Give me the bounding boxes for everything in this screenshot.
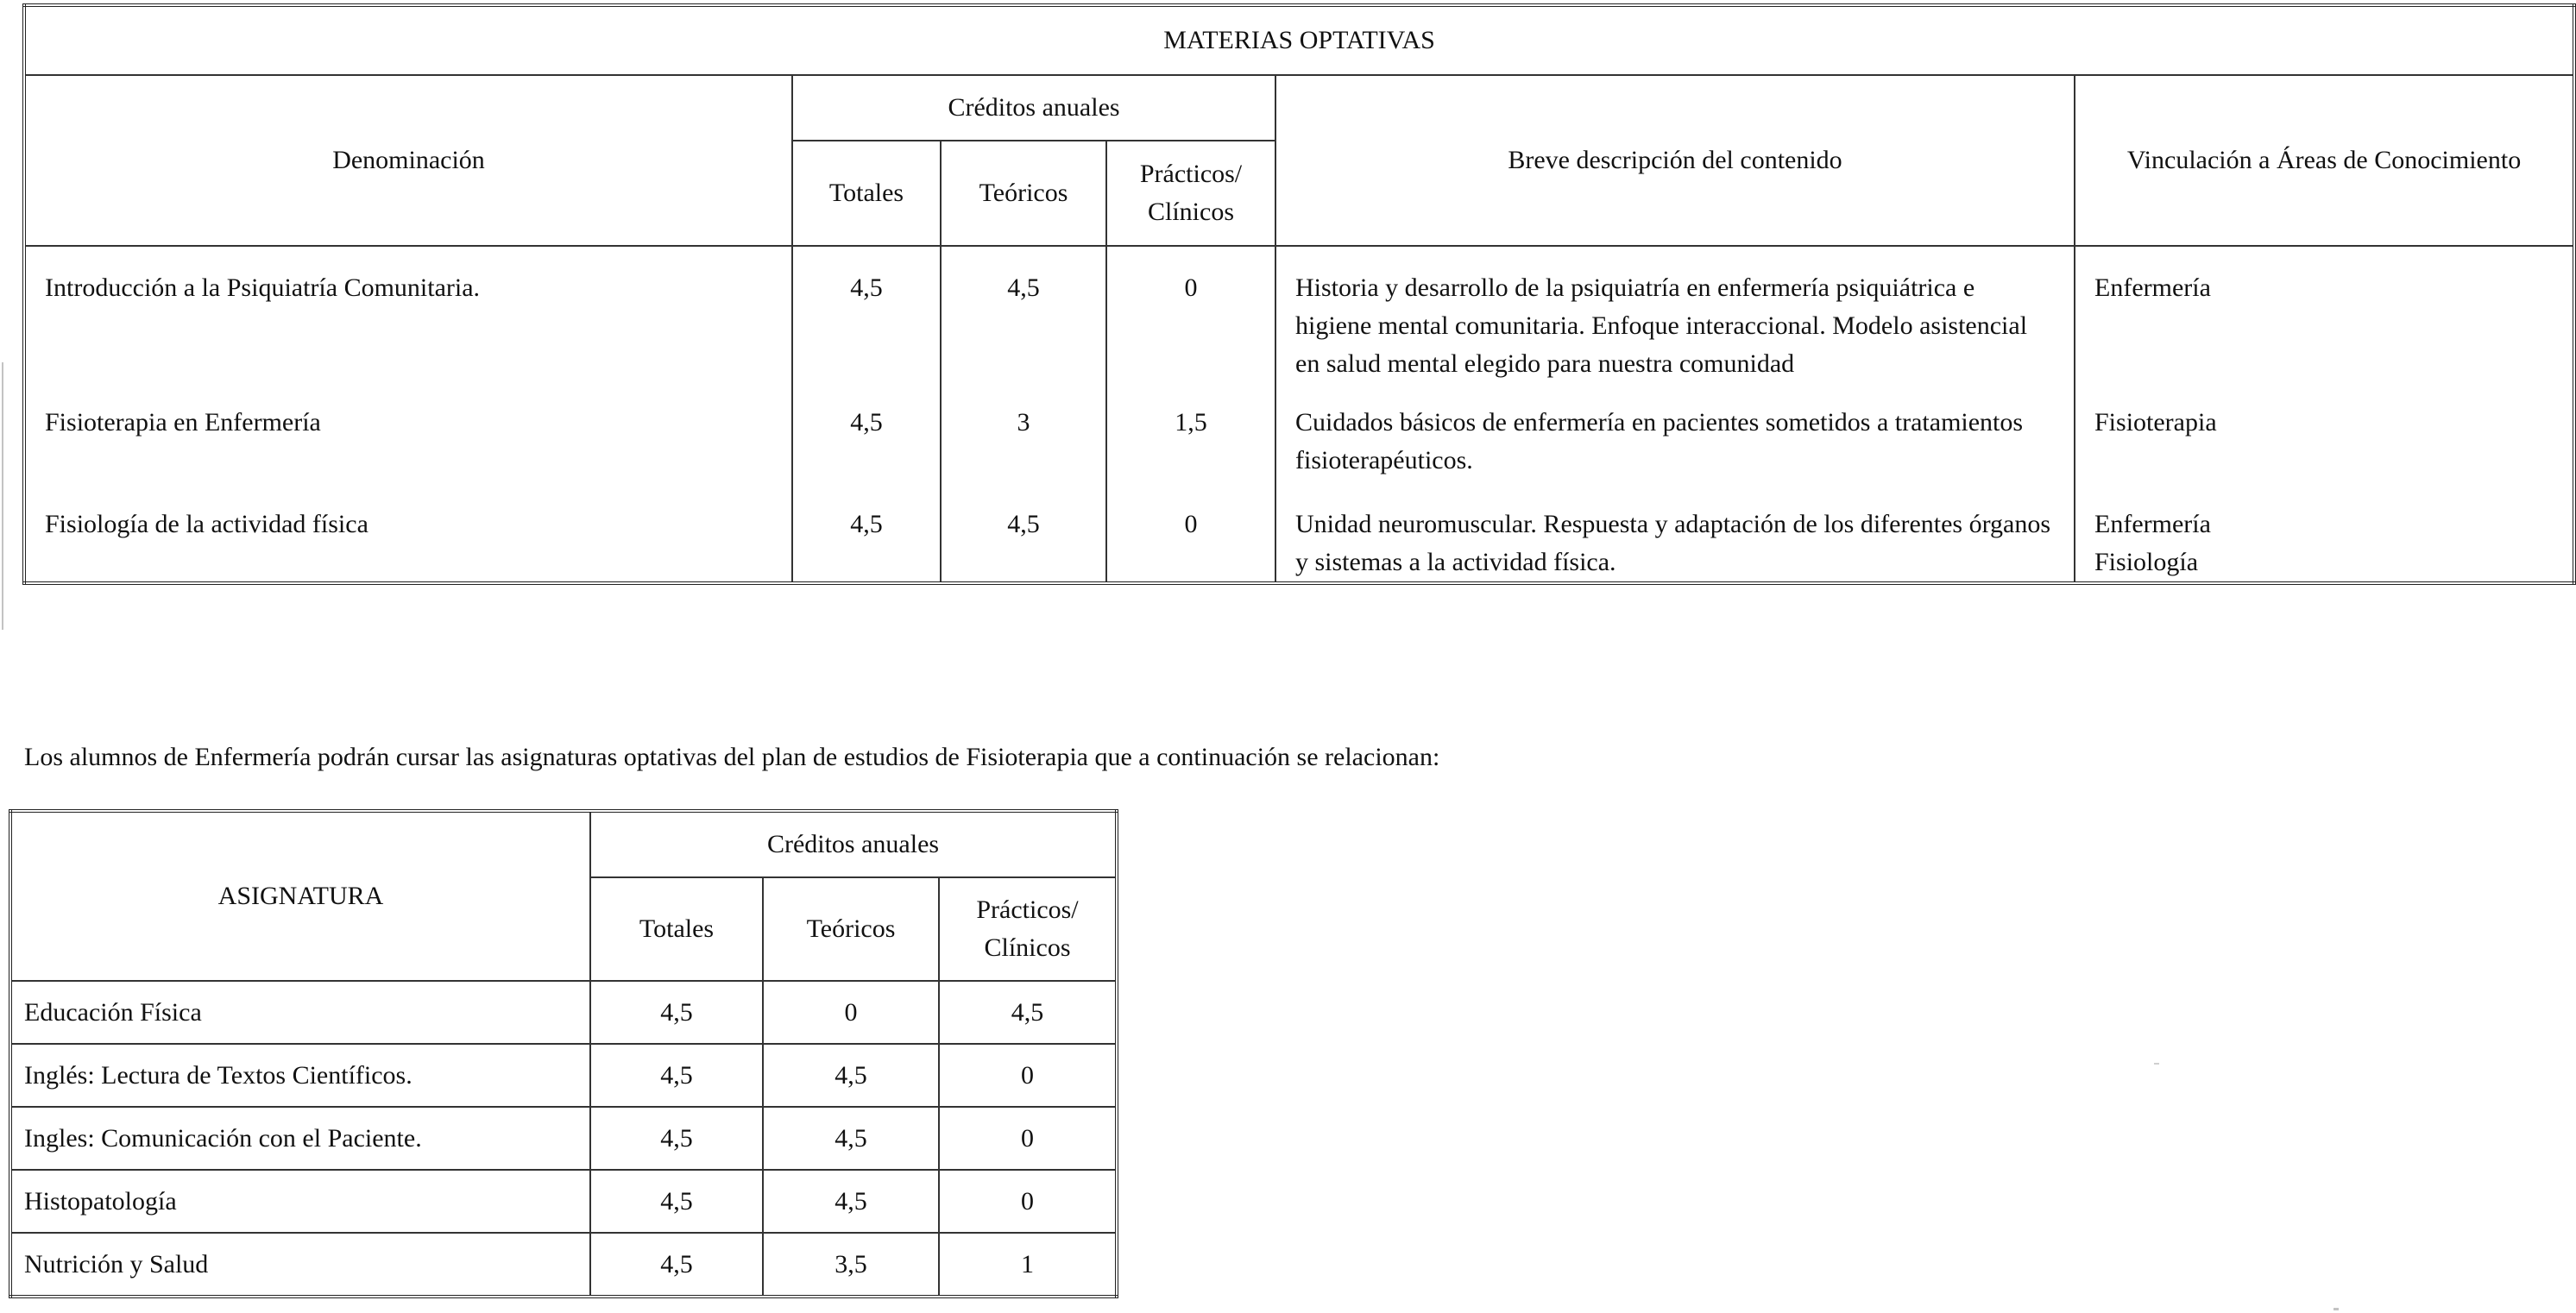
table-row xyxy=(10,1107,1117,1170)
credits-totales: 4,5 xyxy=(590,1107,763,1170)
knowledge-area-1: Enfermería xyxy=(2094,510,2211,538)
header-creditos-anuales: Créditos anuales xyxy=(792,75,1275,141)
credits-totales: 4,5 xyxy=(590,1170,763,1233)
credits-totales: 4,5 xyxy=(792,383,941,485)
subject-name: Fisioterapia en Enfermería xyxy=(24,383,792,485)
header-vinculacion: Vinculación a Áreas de Conocimiento xyxy=(2075,75,2574,246)
credits-totales: 4,5 xyxy=(590,1233,763,1297)
credits-teoricos: 0 xyxy=(763,981,939,1044)
credits-teoricos: 4,5 xyxy=(941,246,1106,383)
subject-name: Nutrición y Salud xyxy=(10,1233,590,1297)
scan-mark xyxy=(2154,1063,2159,1065)
credits-teoricos: 4,5 xyxy=(763,1170,939,1233)
scan-mark xyxy=(2,362,3,630)
credits-totales: 4,5 xyxy=(590,1044,763,1107)
table-row xyxy=(10,1233,1117,1297)
optional-subjects-table xyxy=(22,3,2576,585)
subject-description: Historia y desarrollo de la psiquiatría en enfermería psiquiátrica e higiene mental comunitaria. Enfoque interaccional. Modelo asistencial en salud mental elegido para nuestra comunidad xyxy=(1275,246,2075,383)
table-row xyxy=(10,1044,1117,1107)
header-totales: Totales xyxy=(792,141,941,246)
credits-totales: 4,5 xyxy=(792,246,941,383)
header-asignatura: ASIGNATURA xyxy=(10,811,590,981)
subject-name: Educación Física xyxy=(10,981,590,1044)
header-descripcion: Breve descripción del contenido xyxy=(1275,75,2075,246)
knowledge-area xyxy=(2075,485,2574,583)
credits-teoricos: 4,5 xyxy=(763,1107,939,1170)
credits-teoricos: 4,5 xyxy=(941,485,1106,583)
credits-practicos: 1 xyxy=(939,1233,1117,1297)
scan-mark xyxy=(2334,1308,2339,1310)
credits-practicos: 0 xyxy=(939,1170,1117,1233)
credits-teoricos: 3 xyxy=(941,383,1106,485)
credits-totales: 4,5 xyxy=(792,485,941,583)
knowledge-area: Fisioterapia xyxy=(2075,383,2574,485)
subject-name: Ingles: Comunicación con el Paciente. xyxy=(10,1107,590,1170)
table-row xyxy=(24,383,2574,485)
subject-name: Introducción a la Psiquiatría Comunitaria. xyxy=(24,246,792,383)
credits-teoricos: 4,5 xyxy=(763,1044,939,1107)
physiotherapy-electives-table xyxy=(9,809,1118,1298)
table-row xyxy=(24,485,2574,583)
knowledge-area: Enfermería xyxy=(2075,246,2574,383)
header-practicos: Prácticos/ Clínicos xyxy=(939,877,1117,981)
table-title: MATERIAS OPTATIVAS xyxy=(24,5,2574,75)
credits-teoricos: 3,5 xyxy=(763,1233,939,1297)
credits-practicos: 1,5 xyxy=(1106,383,1275,485)
header-totales: Totales xyxy=(590,877,763,981)
subject-description: Cuidados básicos de enfermería en pacientes sometidos a tratamientos fisioterapéuticos. xyxy=(1275,383,2075,485)
subject-name: Fisiología de la actividad física xyxy=(24,485,792,583)
table-row xyxy=(10,1170,1117,1233)
intro-text: Los alumnos de Enfermería podrán cursar las asignaturas optativas del plan de estudios de Fisioterapia que a continuación se relacionan: xyxy=(24,743,1440,771)
credits-practicos: 0 xyxy=(939,1044,1117,1107)
credits-practicos: 0 xyxy=(939,1107,1117,1170)
subject-name: Inglés: Lectura de Textos Científicos. xyxy=(10,1044,590,1107)
credits-practicos: 0 xyxy=(1106,246,1275,383)
credits-practicos: 4,5 xyxy=(939,981,1117,1044)
header-denominacion: Denominación xyxy=(24,75,792,246)
header-teoricos: Teóricos xyxy=(763,877,939,981)
knowledge-area-2: Fisiología xyxy=(2094,548,2199,576)
header-creditos-anuales: Créditos anuales xyxy=(590,811,1117,877)
subject-name: Histopatología xyxy=(10,1170,590,1233)
credits-totales: 4,5 xyxy=(590,981,763,1044)
header-practicos: Prácticos/ Clínicos xyxy=(1106,141,1275,246)
header-teoricos: Teóricos xyxy=(941,141,1106,246)
subject-description: Unidad neuromuscular. Respuesta y adaptación de los diferentes órganos y sistemas a la actividad física. xyxy=(1275,485,2075,583)
credits-practicos: 0 xyxy=(1106,485,1275,583)
table-row xyxy=(24,246,2574,383)
table-row xyxy=(10,981,1117,1044)
